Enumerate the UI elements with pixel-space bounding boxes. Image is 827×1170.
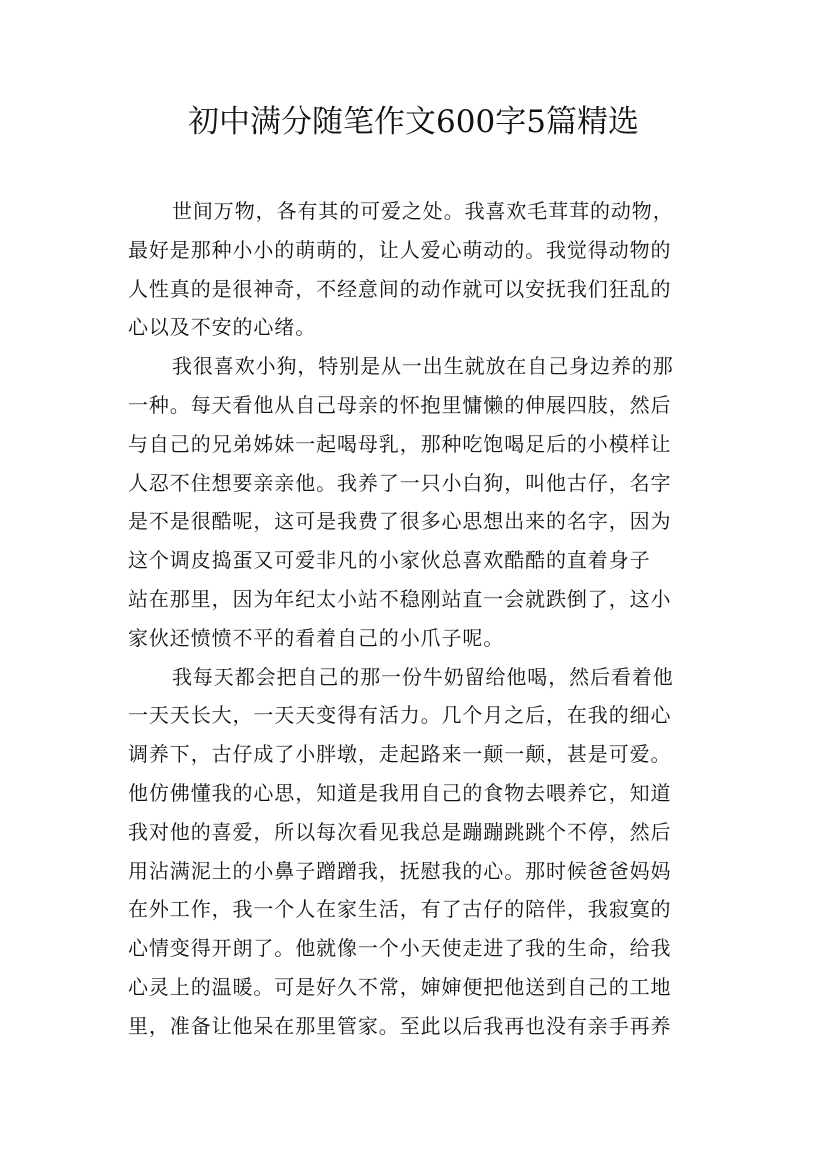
paragraph-line: 最好是那种小小的萌萌的，让人爱心萌动的。我觉得动物的 xyxy=(128,237,672,262)
document-title: 初中满分随笔作文600字5篇精选 xyxy=(188,104,639,140)
paragraph-line: 世间万物，各有其的可爱之处。我喜欢毛茸茸的动物， xyxy=(172,199,674,223)
paragraph-line: 心情变得开朗了。他就像一个小天使走进了我的生命，给我 xyxy=(128,936,672,961)
paragraph-line: 人性真的是很神奇，不经意间的动作就可以安抚我们狂乱的 xyxy=(128,276,672,301)
paragraph-3 xyxy=(128,658,712,1046)
document-body xyxy=(128,192,712,1046)
paragraph-line: 人忍不住想要亲亲他。我养了一只小白狗，叫他古仔，名字 xyxy=(128,470,672,495)
paragraph-line: 心以及不安的心绪。 xyxy=(128,315,317,340)
paragraph-line: 我对他的喜爱，所以每次看见我总是蹦蹦跳跳个不停，然后 xyxy=(128,819,672,844)
paragraph-line: 这个调皮捣蛋又可爱非凡的小家伙总喜欢酷酷的直着身子 xyxy=(128,548,651,573)
paragraph-line: 调养下，古仔成了小胖墩，走起路来一颠一颠，甚是可爱。 xyxy=(128,742,672,767)
paragraph-line: 他仿佛懂我的心思，知道是我用自己的食物去喂养它，知道 xyxy=(128,780,672,805)
paragraph-line: 一天天长大，一天天变得有活力。几个月之后，在我的细心 xyxy=(128,703,672,728)
paragraph-line: 与自己的兄弟姊妹一起喝母乳，那种吃饱喝足后的小模样让 xyxy=(128,431,672,456)
paragraph-line: 一种。每天看他从自己母亲的怀抱里慵懒的伸展四肢，然后 xyxy=(128,392,672,417)
paragraph-line: 站在那里，因为年纪太小站不稳刚站直一会就跌倒了，这小 xyxy=(128,586,672,611)
paragraph-line: 我很喜欢小狗，特别是从一出生就放在自己身边养的那 xyxy=(172,354,674,379)
paragraph-2 xyxy=(128,347,712,657)
paragraph-line: 里，准备让他呆在那里管家。至此以后我再也没有亲手再养 xyxy=(128,1013,672,1038)
paragraph-line: 心灵上的温暖。可是好久不常，婶婶便把他送到自己的工地 xyxy=(128,974,672,999)
paragraph-line: 是不是很酷呢，这可是我费了很多心思想出来的名字，因为 xyxy=(128,509,672,534)
paragraph-line: 在外工作，我一个人在家生活，有了古仔的陪伴，我寂寞的 xyxy=(128,897,672,922)
paragraph-1 xyxy=(128,192,712,347)
paragraph-line: 用沾满泥土的小鼻子蹭蹭我，抚慰我的心。那时候爸爸妈妈 xyxy=(128,858,672,883)
paragraph-line: 家伙还愤愤不平的看着自己的小爪子呢。 xyxy=(128,625,505,650)
paragraph-line: 我每天都会把自己的那一份牛奶留给他喝，然后看着他 xyxy=(172,664,674,689)
